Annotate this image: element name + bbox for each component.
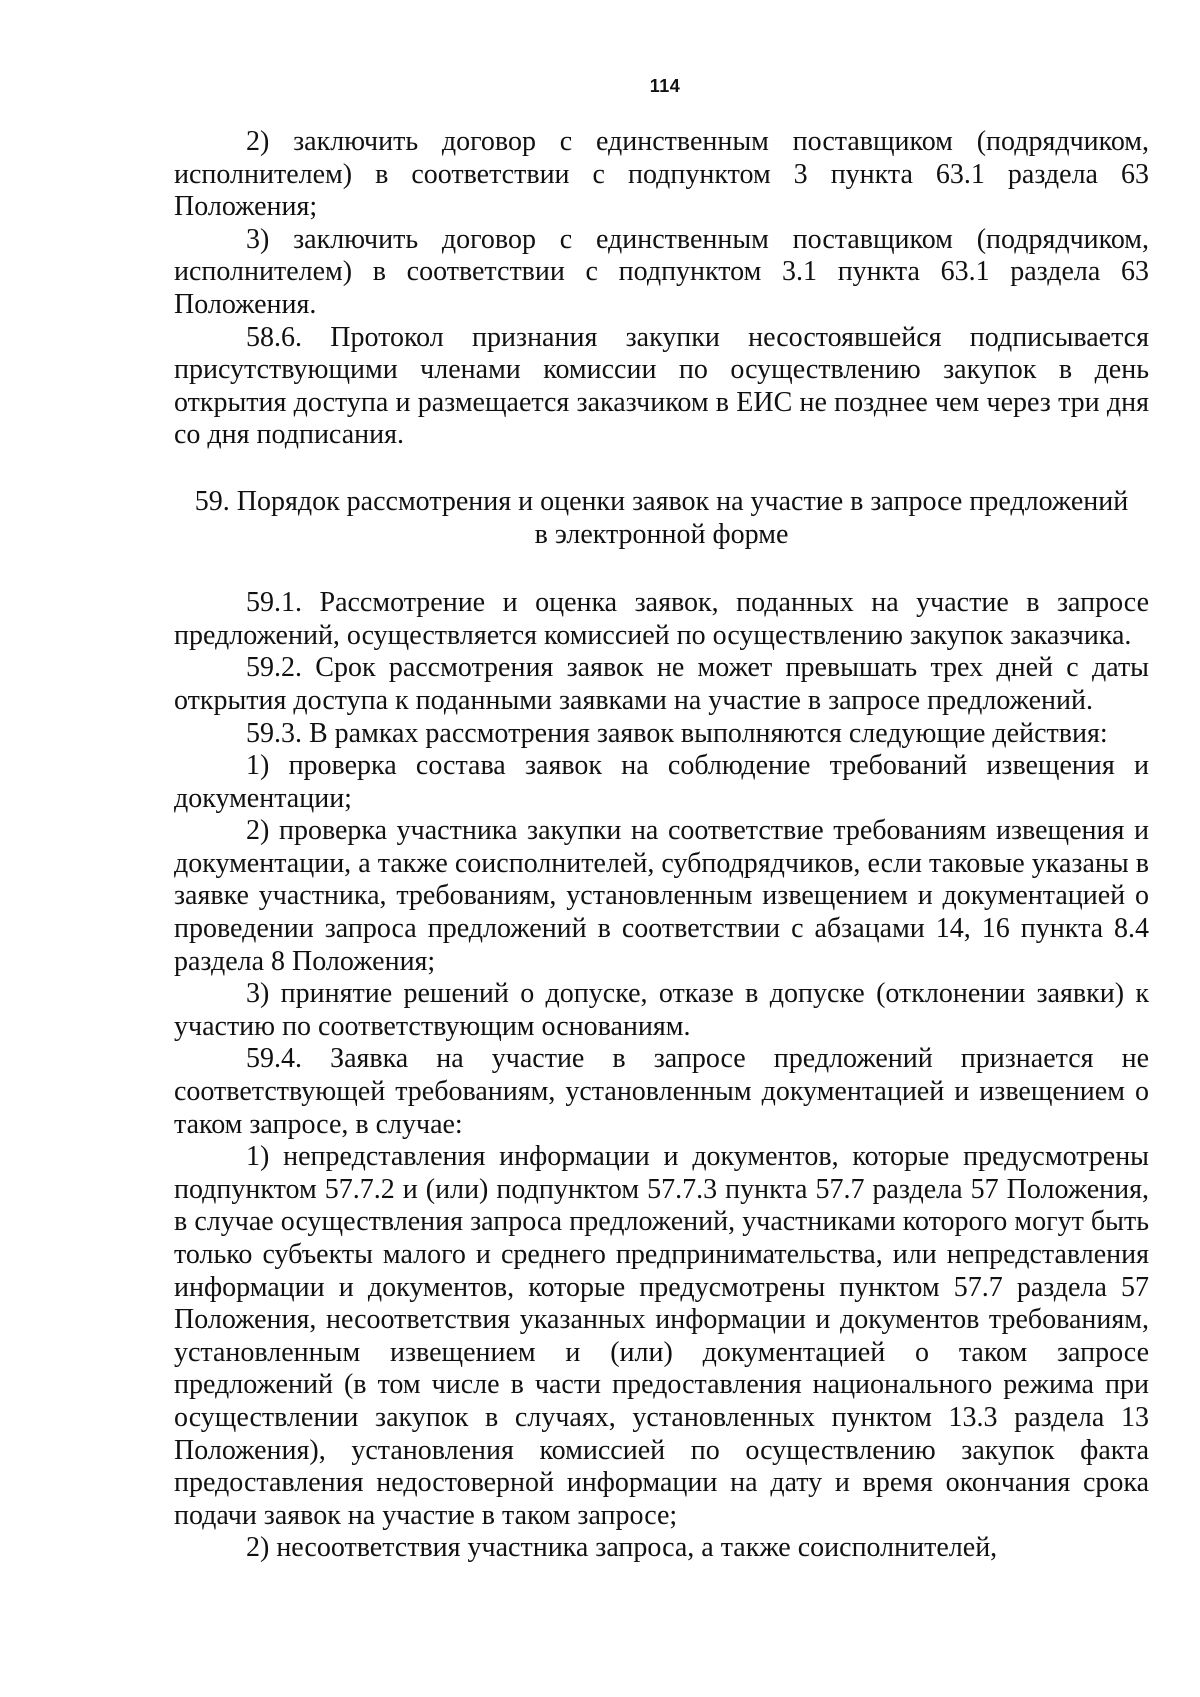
paragraph: 59.3. В рамках рассмотрения заявок выполняются следующие действия: (246, 717, 1108, 749)
paragraph: 59.4. Заявка на участие в запросе предложений признается не соответствующей требованиям, установленным документацией и извещением о таком запросе, в случае: (174, 1043, 1149, 1140)
paragraph: 2) заключить договор с единственным поставщиком (подрядчиком, исполнителем) в соответствии с подпунктом 3 пункта 63.1 раздела 63 Положения; (174, 126, 1149, 223)
paragraph: 3) заключить договор с единственным поставщиком (подрядчиком, исполнителем) в соответствии с подпунктом 3.1 пункта 63.1 раздела 63 Положения. (174, 223, 1149, 320)
document-body (174, 126, 1149, 1565)
paragraph: 3) принятие решений о допуске, отказе в допуске (отклонении заявки) к участию по соответствующим основаниям. (174, 978, 1149, 1042)
paragraph: 1) непредставления информации и документов, которые предусмотрены подпунктом 57.7.2 и (или) подпунктом 57.7.3 пункта 57.7 раздела 57 Положения, в случае осуществления запроса предложений, участниками которого могут быть только субъекты малого и среднего предпринимательства, или непредставления информации и документов, которые предусмотрены пунктом 57.7 раздела 57 Положения, несоответствия указанных информации и документов требованиям, установленным извещением и (или) документацией о таком запросе предложений (в том числе в части предоставления национального режима при осуществлении закупок в случаях, установленных пунктом 13.3 раздела 13 Положения), установления комиссией по осуществлению закупок факта предоставления недостоверной информации на дату и время окончания срока подачи заявок на участие в таком запросе; (174, 1141, 1149, 1531)
paragraph: 58.6. Протокол признания закупки несостоявшейся подписывается присутствующими членами комиссии по осуществлению закупок в день открытия доступа и размещается заказчиком в ЕИС не позднее чем через три дня со дня подписания. (174, 321, 1149, 451)
section-heading (174, 486, 1149, 551)
section-heading-line: в электронной форме (534, 518, 789, 550)
paragraph: 2) несоответствия участника запроса, а также соисполнителей, (246, 1532, 998, 1564)
section-heading-line: 59. Порядок рассмотрения и оценки заявок на участие в запросе предложений (194, 485, 1129, 517)
page-number: 114 (649, 76, 681, 96)
paragraph: 59.2. Срок рассмотрения заявок не может превышать трех дней с даты открытия доступа к поданными заявками на участие в запросе предложений. (174, 652, 1149, 716)
paragraph: 2) проверка участника закупки на соответствие требованиям извещения и документации, а также соисполнителей, субподрядчиков, если таковые указаны в заявке участника, требованиям, установленным извещением и документацией о проведении запроса предложений в соответствии с абзацами 14, 16 пункта 8.4 раздела 8 Положения; (174, 815, 1149, 977)
paragraph: 59.1. Рассмотрение и оценка заявок, поданных на участие в запросе предложений, осуществляется комиссией по осуществлению закупок заказчика. (174, 587, 1149, 651)
paragraph: 1) проверка состава заявок на соблюдение требований извещения и документации; (174, 750, 1149, 814)
